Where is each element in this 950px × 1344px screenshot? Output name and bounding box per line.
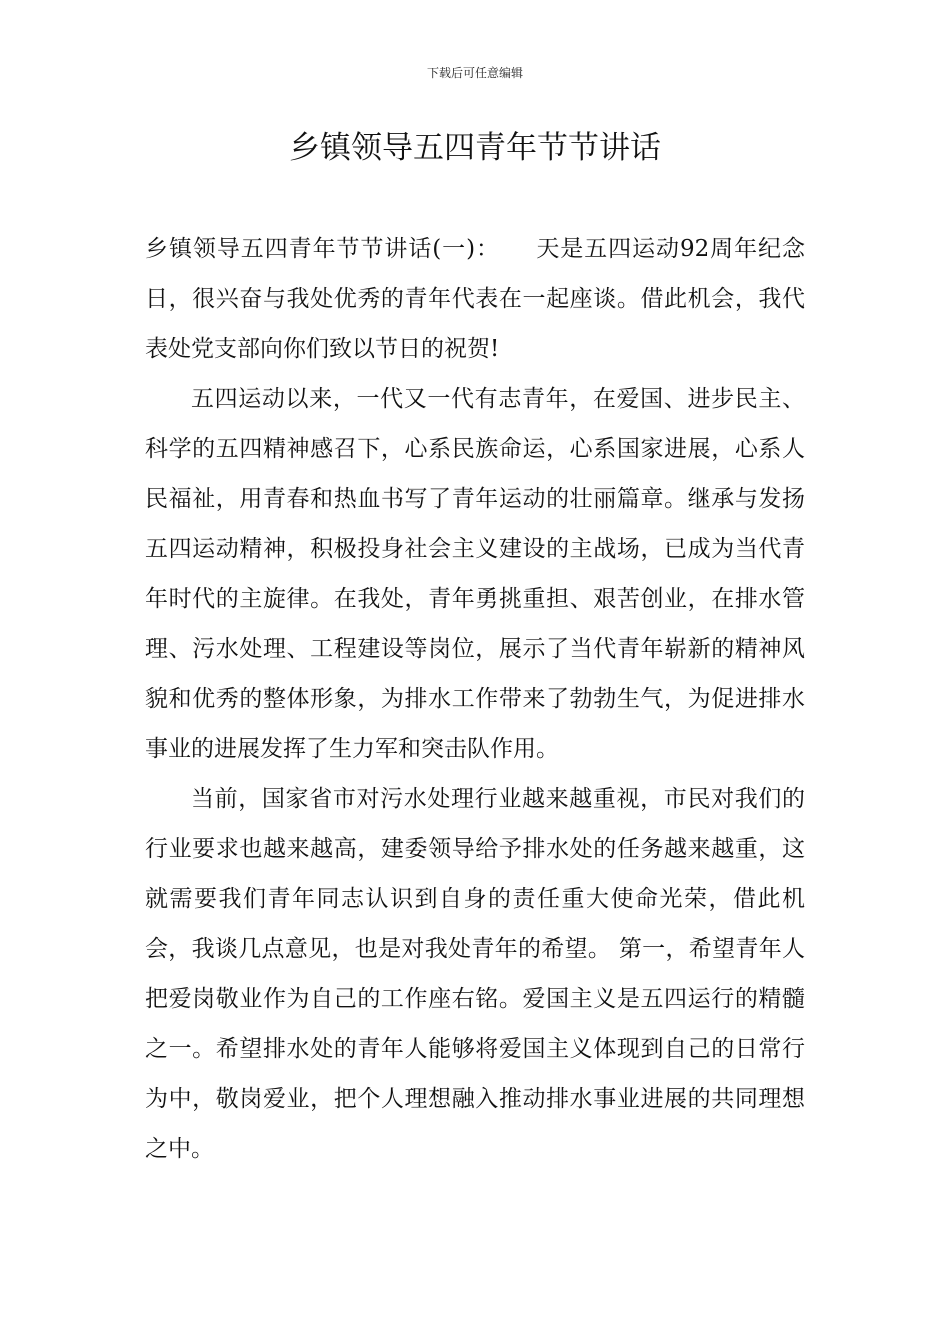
paragraph-current: 当前，国家省市对污水处理行业越来越重视，市民对我们的行业要求也越来越高，建委领导给予排水处的任务越来越重，这就需要我们青年同志认识到自身的责任重大使命光荣，借此机会，我谈几点意见，也是对我处青年的希望。 第一，希望青年人把爱岗敬业作为自己的工作座右铭。爱国主义是五四运行的精髓之一。希望排水处的青年人能够将爱国主义体现到自己的日常行为中，敬岗爱业，把个人理想融入推动排水事业进展的共同理想之中。	[145, 786, 805, 1162]
paragraph-intro: 乡镇领导五四青年节节讲话(一)： 天是五四运动92周年纪念日，很兴奋与我处优秀的青年代表在一起座谈。借此机会，我代表处党支部向你们致以节日的祝贺!	[145, 236, 805, 362]
header-note: 下载后可任意编辑	[426, 66, 523, 80]
document-body	[145, 224, 805, 1174]
document-title: 乡镇领导五四青年节节讲话	[289, 130, 661, 166]
paragraph-history: 五四运动以来，一代又一代有志青年，在爱国、进步民主、科学的五四精神感召下，心系民族命运，心系国家进展，心系人民福祉，用青春和热血书写了青年运动的壮丽篇章。继承与发扬五四运动精神，积极投身社会主义建设的主战场，已成为当代青年时代的主旋律。在我处，青年勇挑重担、艰苦创业，在排水管理、污水处理、工程建设等岗位，展示了当代青年崭新的精神风貌和优秀的整体形象，为排水工作带来了勃勃生气，为促进排水事业的进展发挥了生力军和突击队作用。	[145, 386, 805, 762]
